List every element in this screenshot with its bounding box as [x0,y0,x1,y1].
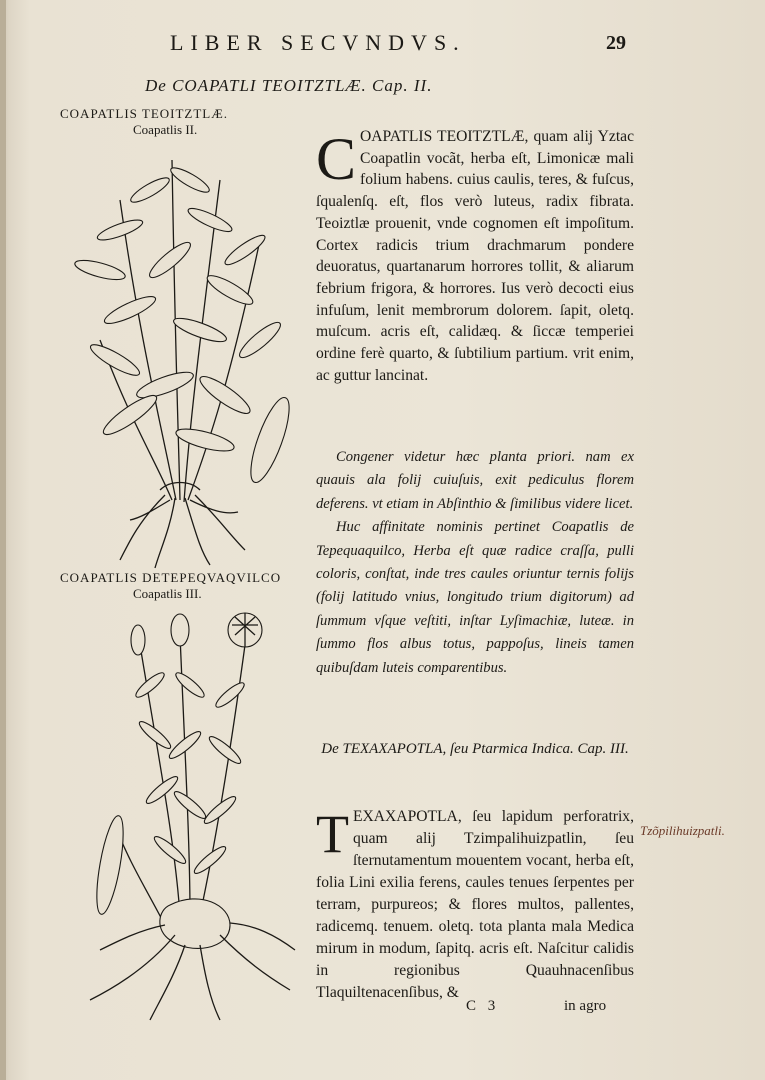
figure-subcaption-2: Coapatlis III. [133,586,202,601]
chapter-title: De COAPATLI TEOITZTLÆ. Cap. II. [145,76,433,95]
drop-cap-t: T [316,804,349,864]
figure-caption-2: COAPATLIS DETEPEQVAQVILCO [60,570,282,585]
handwritten-margin-note: Tzõpilihuizpatli. [640,823,725,838]
note-paragraph-2: Huc affinitate nominis pertinet Coapatlis de Tepequaquilco, Herba eſt quæ radice craſſa, pulli coloris, conſtat, inde tres caules oriuntur ternis folijs (folij latitudo vnius, longitudo trium digitorum) ad ſummum vſque veſtiti, inſtar Lyſimachiæ, luteæ. in ſummo flos albus totus, pappoſus, lineis tamen quibuſdam luteis comparentibus. [316,519,634,676]
section-2-text: EXAXAPOTLA, ſeu lapidum perforatrix, quam alij Tzimpalihuizpatlin, ſeu ſternutamentum mouentem vocant, herba eſt, folia Lini exilia ferens, caules tenues ſerpentes per terram, purpureos; & flores multos, pallentes, radicemq. tenuem. oletq. tota planta mala Medica mirum in modum, ſapitq. acris eſt. Naſcitur calidis in regionibus Quauhnacenſibus Tlaquiltenacenſibus, & [316,808,634,1001]
section-1-notes [316,446,634,680]
page-number: 29 [606,32,626,54]
drop-cap-c: C [316,126,357,192]
note-paragraph-1: Congener videtur hæc planta priori. nam ex quauis ala folij cuiuſuis, exit pediculus florem deferens. vt etiam in Abſinthio & ſimilibus videre licet. [316,449,634,512]
signature-mark: C 3 [466,998,500,1014]
catchword: in agro [564,998,607,1014]
chapter-title-2: De TEXAXAPOTLA, ſeu Ptarmica Indica. Cap. III. [321,741,629,757]
section-1-body [316,126,634,386]
plant-illustration-coapatlis-teoitztlae [60,140,300,570]
figure-subcaption-1: Coapatlis II. [133,122,198,137]
figure-caption-1: COAPATLIS TEOITZTLÆ. [60,106,229,121]
running-head: LIBER SECVNDVS. [170,30,466,55]
section-1-text: OAPATLIS TEOITZTLÆ, quam alij Yztac Coapatlin vocãt, herba eſt, Limonicæ mali folium habens. cuius caulis, teres, & fuſcus, ſqualenſq. eſt, flos verò luteus, radix fibrata. Teoiztlæ prouenit, vnde cognomen eſt impoſitum. Cortex radicis trium drachmarum pondere deuoratus, quartanarum horrores tollit, & aliarum febrium frigora, & horrores. Ius verò decocti eius infuſum, lenit membrorum dolorem. ſapit, oletq. muſcum. acris eſt, calidæq. & ſiccæ temperiei ordine ferè quarto, & ſubtilium partium. vrit enim, ac guttur lancinat. [316,128,634,384]
section-2-body [316,806,634,1004]
binding-gutter [0,0,6,1080]
plant-illustration-coapatlis-detepequaquilco [80,605,300,1025]
